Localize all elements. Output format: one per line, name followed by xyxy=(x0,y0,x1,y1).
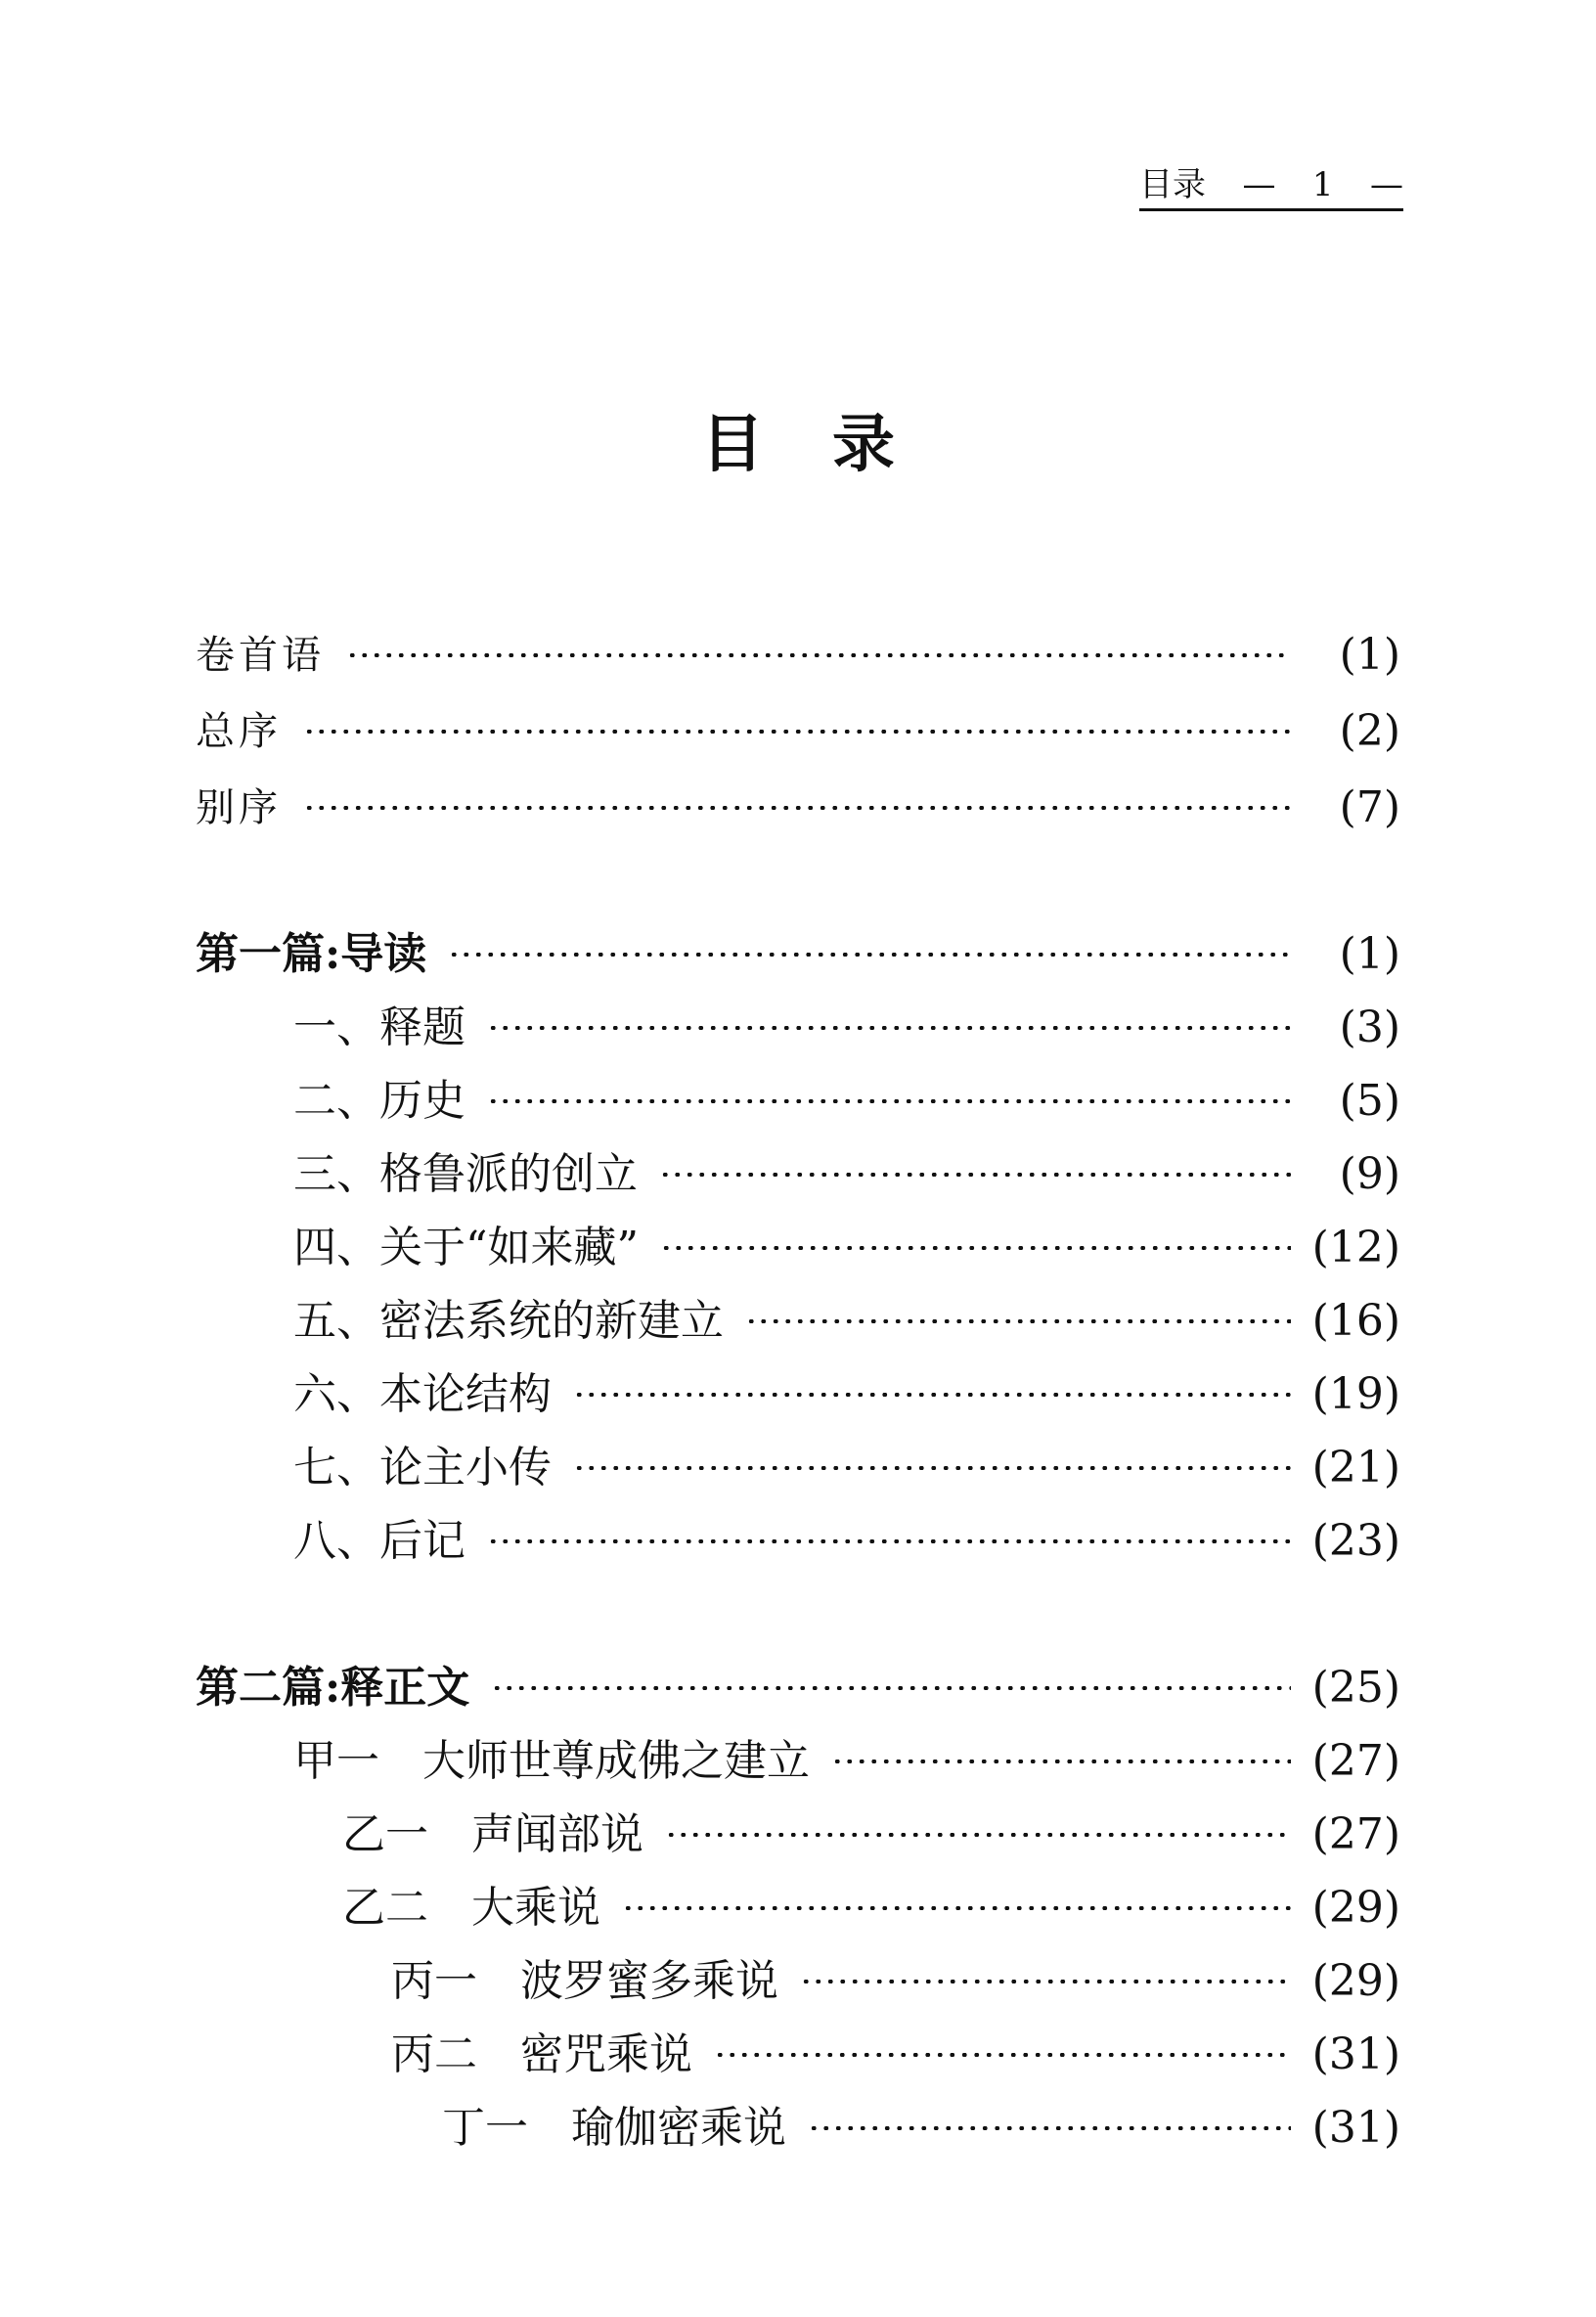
toc-entry-page: (19) xyxy=(1311,1369,1400,1419)
toc-entry[interactable] xyxy=(293,999,1400,1057)
toc-entry-page: (31) xyxy=(1311,2029,1400,2079)
toc-entry[interactable] xyxy=(293,1145,1400,1204)
dot-leader xyxy=(831,1760,1291,1763)
dot-leader xyxy=(800,1980,1291,1983)
header-dash-right: — xyxy=(1370,165,1403,204)
toc-entry-level-bing[interactable] xyxy=(391,1952,1400,2011)
toc-entry-label: 乙二 大乘说 xyxy=(342,1883,600,1933)
toc-entry-page: (27) xyxy=(1311,1736,1400,1786)
toc-entry-label: 甲一 大师世尊成佛之建立 xyxy=(293,1736,810,1786)
dot-leader xyxy=(659,1173,1291,1177)
toc-entry-page: (7) xyxy=(1339,782,1400,832)
toc-entry-label: 丙二 密咒乘说 xyxy=(391,2029,692,2079)
header-section-label: 目录 xyxy=(1139,165,1206,204)
dot-leader xyxy=(573,1466,1291,1470)
toc-entry-page: (31) xyxy=(1311,2103,1400,2153)
dot-leader xyxy=(346,653,1291,657)
toc-entry-page: (3) xyxy=(1339,1003,1400,1052)
toc-entry-label: 七、论主小传 xyxy=(293,1443,552,1493)
toc-entry-label: 别序 xyxy=(196,785,282,830)
toc-entry-page: (23) xyxy=(1311,1516,1400,1566)
dot-leader xyxy=(487,1026,1291,1030)
toc-entry-page: (16) xyxy=(1311,1296,1400,1346)
dot-leader xyxy=(487,1099,1291,1103)
header-page-number: 1 xyxy=(1311,165,1334,204)
toc-entry-level-jia[interactable] xyxy=(293,1732,1400,1791)
toc-entry[interactable] xyxy=(293,1072,1400,1131)
toc-entry-front-3[interactable] xyxy=(196,779,1400,837)
dot-leader xyxy=(622,1906,1291,1910)
dot-leader xyxy=(487,1539,1291,1543)
toc-entry-label: 二、历史 xyxy=(293,1076,466,1126)
toc-entry-label: 丁一 瑜伽密乘说 xyxy=(442,2103,786,2153)
toc-entry-label: 八、后记 xyxy=(293,1516,466,1566)
page-title: 目录 xyxy=(701,409,963,481)
toc-entry[interactable] xyxy=(293,1512,1400,1571)
toc-entry-page: (29) xyxy=(1311,1883,1400,1933)
toc-entry-label: 丙一 波罗蜜多乘说 xyxy=(391,1956,778,2006)
dot-leader xyxy=(808,2126,1291,2130)
toc-entry[interactable] xyxy=(293,1365,1400,1424)
toc-entry-label: 三、格鲁派的创立 xyxy=(293,1149,638,1199)
toc-entry-label: 四、关于“如来藏” xyxy=(293,1223,639,1272)
toc-entry-label: 乙一 声闻部说 xyxy=(342,1809,643,1859)
toc-entry-page: (5) xyxy=(1339,1076,1400,1126)
toc-entry-part-1[interactable] xyxy=(196,925,1400,984)
toc-entry-front-2[interactable] xyxy=(196,702,1400,761)
dot-leader xyxy=(745,1319,1291,1323)
toc-entry-label: 总序 xyxy=(196,709,282,754)
toc-entry-page: (9) xyxy=(1339,1149,1400,1199)
toc-part-label: 第一篇:导读 xyxy=(196,929,427,979)
toc-entry-page: (27) xyxy=(1311,1809,1400,1859)
header-dash-left: — xyxy=(1242,165,1276,204)
toc-entry-page: (29) xyxy=(1311,1956,1400,2006)
toc-entry-level-yi[interactable] xyxy=(342,1879,1400,1938)
dot-leader xyxy=(448,953,1291,957)
toc-entry-level-ding[interactable] xyxy=(442,2099,1400,2158)
toc-entry-page: (1) xyxy=(1339,929,1400,979)
toc-entry-label: 六、本论结构 xyxy=(293,1369,552,1419)
toc-entry-label: 一、释题 xyxy=(293,1003,466,1052)
dot-leader xyxy=(660,1246,1291,1250)
toc-entry-page: (21) xyxy=(1311,1443,1400,1493)
dot-leader xyxy=(303,806,1291,810)
toc-entry-level-bing[interactable] xyxy=(391,2026,1400,2084)
toc-entry-level-yi[interactable] xyxy=(342,1805,1400,1864)
dot-leader xyxy=(491,1686,1290,1690)
dot-leader xyxy=(714,2053,1291,2057)
dot-leader xyxy=(303,730,1291,734)
toc-entry-page: (25) xyxy=(1311,1663,1400,1713)
toc-part-label: 第二篇:释正文 xyxy=(196,1663,470,1713)
toc-entry[interactable] xyxy=(293,1292,1400,1351)
toc-entry-front-1[interactable] xyxy=(196,626,1400,685)
toc-entry-page: (1) xyxy=(1339,630,1400,680)
toc-entry[interactable] xyxy=(293,1219,1400,1277)
toc-entry-part-2[interactable] xyxy=(196,1659,1400,1717)
toc-entry-page: (2) xyxy=(1339,706,1400,756)
toc-entry-label: 五、密法系统的新建立 xyxy=(293,1296,724,1346)
toc-entry-page: (12) xyxy=(1311,1223,1400,1272)
dot-leader xyxy=(573,1393,1291,1397)
toc-entry[interactable] xyxy=(293,1439,1400,1497)
toc-entry-label: 卷首语 xyxy=(196,633,325,678)
dot-leader xyxy=(665,1833,1291,1837)
